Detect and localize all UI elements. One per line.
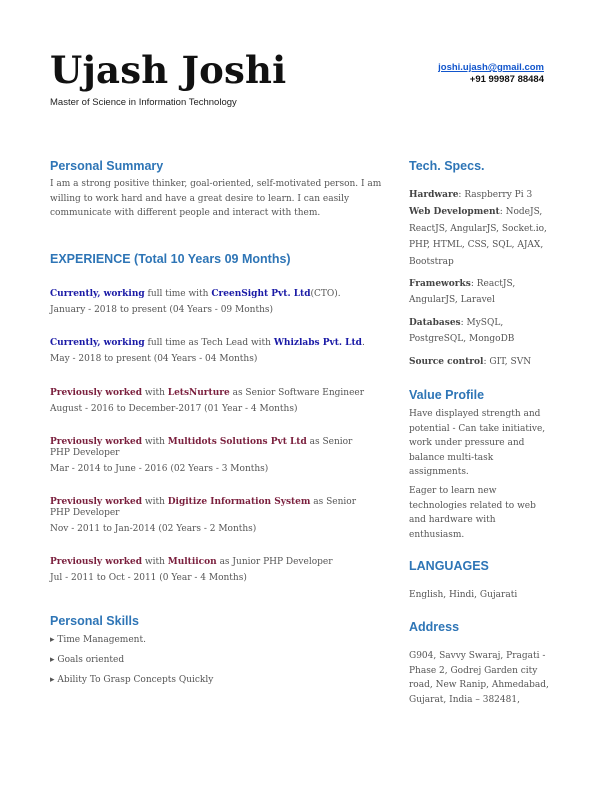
job-role: . [361, 338, 365, 348]
job-entry [50, 557, 380, 584]
job-entry [50, 338, 380, 365]
job-company: Digitize Information System [167, 497, 311, 507]
languages-heading: LANGUAGES [409, 559, 489, 573]
job-company: LetsNurture [167, 388, 230, 398]
job-entry [50, 388, 380, 415]
job-role: (CTO). [310, 289, 341, 299]
tech-source-control: Source control: GIT, SVN [409, 357, 532, 367]
job-mid: with [142, 437, 168, 447]
job-mid: full time with [144, 289, 212, 299]
job-dates: Jul - 2011 to Oct - 2011 (0 Year - 4 Months) [50, 573, 247, 583]
job-dates: May - 2018 to present (04 Years - 04 Months) [50, 354, 258, 364]
summary-heading: Personal Summary [50, 159, 164, 173]
job-mid: with [142, 388, 168, 398]
job-status: Currently, working [50, 289, 145, 299]
job-status: Previously worked [50, 437, 143, 447]
email-link[interactable]: joshi.ujash@gmail.com [438, 62, 544, 73]
value-text-1: Have displayed strength and potential - Can take initiative, work under pressure and balance multi-task assignments. [409, 409, 546, 477]
job-entry [50, 289, 380, 316]
languages-text: English, Hindi, Gujarati [409, 590, 518, 600]
skills-heading: Personal Skills [50, 614, 139, 628]
skill-item: ▸ Time Management. [50, 635, 146, 645]
job-role: as Senior PHP Developer [50, 437, 353, 458]
address-text: G904, Savvy Swaraj, Pragati - Phase 2, Godrej Garden city road, New Ranip, Ahmedabad, Gujarat, India – 382481, [409, 651, 549, 705]
job-dates: Nov - 2011 to Jan-2014 (02 Years - 2 Months) [50, 524, 257, 534]
tech-databases: Databases: MySQL, PostgreSQL, MongoDB [409, 318, 515, 344]
address-heading: Address [409, 620, 460, 634]
job-company: Multiicon [167, 557, 217, 567]
job-entry [50, 497, 360, 535]
contact-block [438, 62, 544, 86]
job-company: CreenSight Pvt. Ltd [211, 289, 311, 299]
job-dates: Mar - 2014 to June - 2016 (02 Years - 3 Months) [50, 464, 269, 474]
job-role: as Junior PHP Developer [216, 557, 333, 567]
job-entry [50, 437, 360, 475]
job-mid: with [142, 497, 168, 507]
job-mid: with [142, 557, 168, 567]
summary-text: I am a strong positive thinker, goal-oriented, self-motivated person. I am willing to work hard and have a great desire to learn. I can easily communicate with different people and interact with them. [50, 179, 382, 218]
job-role: as Senior PHP Developer [50, 497, 357, 518]
candidate-name: Ujash Joshi [50, 48, 287, 92]
job-status: Previously worked [50, 497, 143, 507]
job-company: Whizlabs Pvt. Ltd [273, 338, 362, 348]
tech-frameworks: Frameworks: ReactJS, AngularJS, Laravel [409, 279, 516, 305]
job-status: Previously worked [50, 557, 143, 567]
value-text-2: Eager to learn new technologies related to web and hardware with enthusiasm. [409, 486, 536, 540]
tech-heading: Tech. Specs. [409, 159, 485, 173]
job-mid: full time as Tech Lead with [144, 338, 274, 348]
job-dates: January - 2018 to present (04 Years - 09 Months) [50, 305, 273, 315]
job-dates: August - 2016 to December-2017 (01 Year - 4 Months) [50, 404, 298, 414]
degree: Master of Science in Information Technology [50, 97, 237, 108]
value-heading: Value Profile [409, 388, 485, 402]
experience-heading: EXPERIENCE (Total 10 Years 09 Months) [50, 252, 291, 266]
skill-item: ▸ Goals oriented [50, 655, 125, 665]
job-status: Previously worked [50, 388, 143, 398]
job-status: Currently, working [50, 338, 145, 348]
job-company: Multidots Solutions Pvt Ltd [167, 437, 307, 447]
skill-item: ▸ Ability To Grasp Concepts Quickly [50, 675, 214, 685]
job-role: as Senior Software Engineer [229, 388, 365, 398]
tech-hardware: Hardware: Raspberry Pi 3 [409, 190, 533, 200]
phone: +91 99987 88484 [469, 74, 544, 85]
tech-web: Web Development: NodeJS, ReactJS, AngularJS, Socket.io, PHP, HTML, CSS, SQL, AJAX, Bootstrap [409, 207, 547, 267]
